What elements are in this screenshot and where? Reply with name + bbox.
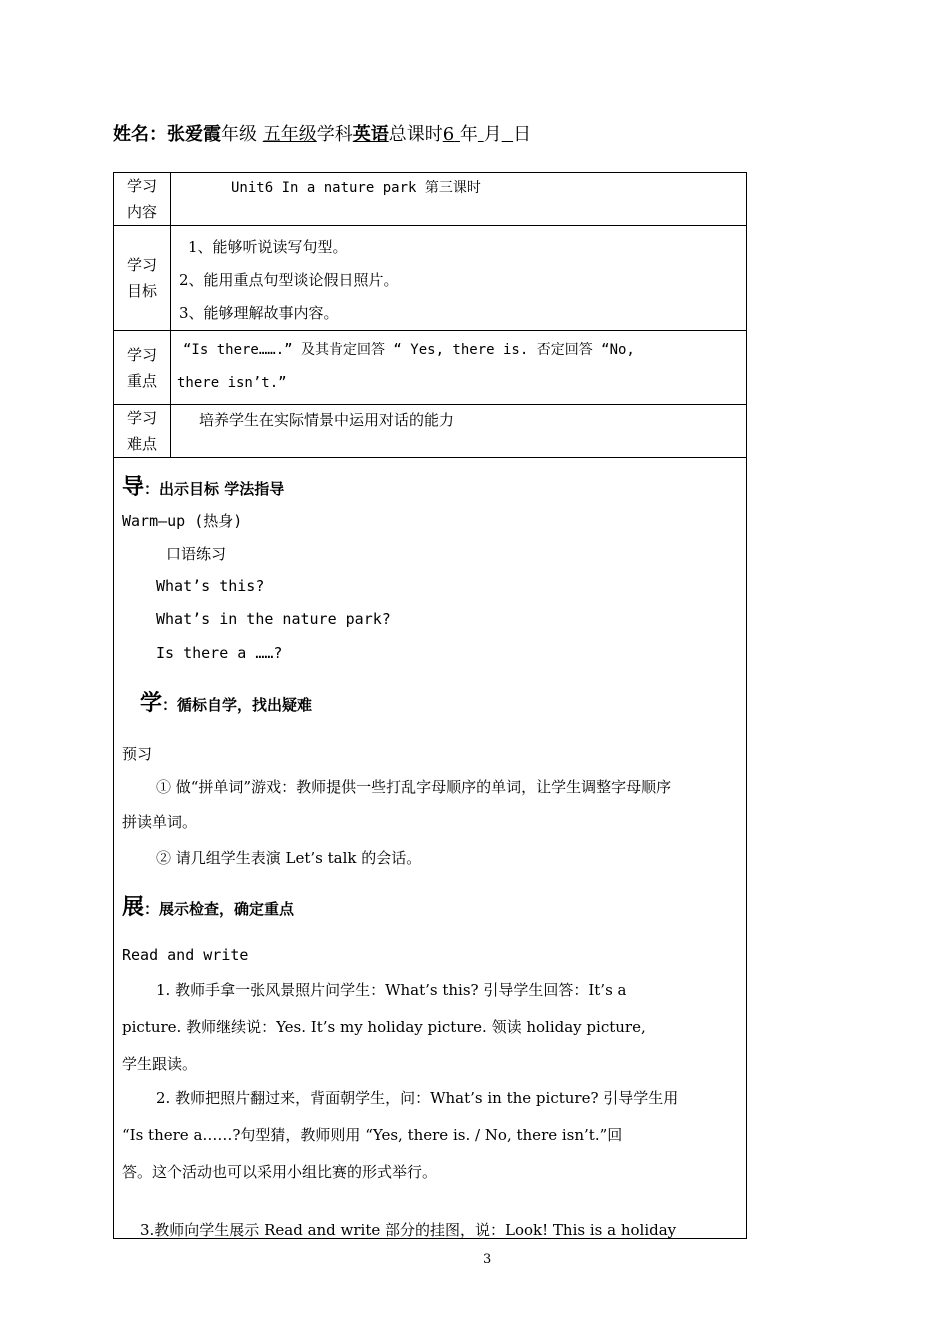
content-cell	[171, 173, 747, 226]
step-line: “Is there a……?句型猜，教师则用 “Yes, there is. / No, there isn’t.”回	[122, 1126, 623, 1144]
label-focus: 学习 重点	[114, 331, 171, 405]
label-goals: 学习 目标	[114, 226, 171, 331]
step-line: 答。这个活动也可以采用小组比赛的形式举行。	[122, 1163, 438, 1181]
goal-item: 1、能够听说读写句型。	[188, 238, 348, 256]
focus-line: there isn’t.”	[177, 375, 287, 391]
step-line: picture. 教师继续说：Yes. It’s my holiday picture. 领读 holiday picture,	[122, 1018, 646, 1036]
focus-cell	[171, 331, 747, 405]
preview-item: ① 做“拼单词”游戏：教师提供一些打乱字母顺序的单词，让学生调整字母顺序	[156, 778, 672, 796]
year-label: 年	[459, 124, 478, 145]
hours-label: 总课时	[388, 124, 443, 145]
grade-value: 五年级	[262, 124, 317, 145]
question-line: What’s this?	[156, 577, 265, 595]
section-heading-dao: 导：出示目标 学法指导	[122, 475, 285, 500]
focus-line: “Is there…….” 及其肯定回答 “ Yes, there is. 否定回答 “No,	[183, 342, 635, 358]
step-line: 3.教师向学生展示 Read and write 部分的挂图，说：Look! This is a holiday	[140, 1221, 677, 1239]
month-label: 月	[483, 124, 502, 145]
document-header	[113, 120, 531, 146]
goals-cell	[171, 226, 747, 331]
difficulty-cell	[171, 405, 747, 458]
goal-item: 3、能够理解故事内容。	[179, 304, 339, 322]
oral-practice: 口语练习	[166, 545, 227, 563]
row-goals	[114, 226, 747, 331]
step-line: 2. 教师把照片翻过来，背面朝学生，问：What’s in the picture? 引导学生用	[156, 1089, 679, 1107]
label-content: 学习 内容	[114, 173, 171, 226]
difficulty-text: 培养学生在实际情景中运用对话的能力	[199, 411, 455, 429]
subject-value: 英语	[352, 124, 389, 145]
row-focus	[114, 331, 747, 405]
label-difficulty: 学习 难点	[114, 405, 171, 458]
lesson-plan-table	[113, 172, 747, 1239]
warmup-line: Warm—up (热身)	[122, 512, 243, 530]
lesson-body	[114, 458, 747, 1239]
section-heading-zhan: 展：展示检查，确定重点	[122, 895, 295, 920]
subject-label: 学科	[316, 124, 353, 145]
preview-item: ② 请几组学生表演 Let’s talk 的会话。	[156, 849, 422, 867]
preview-item-cont: 拼读单词。	[122, 813, 198, 831]
name-label: 姓名：	[113, 124, 167, 145]
read-write-label: Read and write	[122, 946, 249, 964]
teacher-name: 张爱霞	[167, 124, 221, 145]
page-number: 3	[483, 1252, 492, 1267]
preview-label: 预习	[122, 745, 153, 763]
question-line: What’s in the nature park?	[156, 610, 391, 628]
row-content	[114, 173, 747, 226]
hours-value: 6	[442, 124, 455, 145]
step-line: 学生跟读。	[122, 1055, 198, 1073]
step-line: 1. 教师手拿一张风景照片问学生：What’s this? 引导学生回答：It’s a	[156, 981, 627, 999]
grade-label: 年级	[221, 124, 257, 145]
goal-item: 2、能用重点句型谈论假日照片。	[179, 271, 399, 289]
day-label: 日	[513, 124, 532, 145]
section-heading-xue: 学：循标自学，找出疑难	[140, 691, 313, 716]
content-text: Unit6 In a nature park 第三课时	[231, 180, 481, 196]
row-difficulty	[114, 405, 747, 458]
row-body	[114, 458, 747, 1239]
question-line: Is there a ……?	[156, 644, 283, 662]
